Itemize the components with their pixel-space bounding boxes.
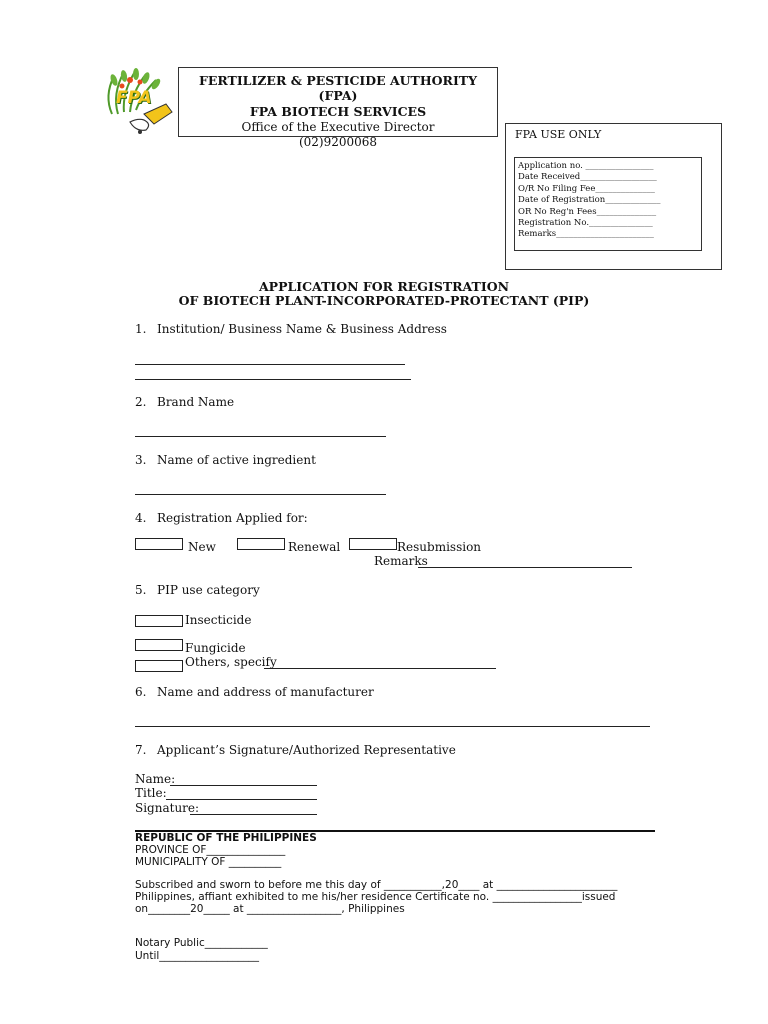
fpa-field-registration-no: Registration No._______________ — [518, 218, 653, 229]
notary-text-line3: on________20_____ at __________________, Philippines — [135, 903, 405, 915]
others-label: Others, specify — [185, 655, 277, 669]
question-2 — [135, 395, 234, 409]
agency-phone: (02)9200068 — [298, 135, 378, 149]
signature-title-field[interactable] — [166, 799, 317, 800]
question-4-label: Registration Applied for: — [157, 511, 308, 525]
fpa-use-only-fields — [514, 157, 702, 251]
question-6-label: Name and address of manufacturer — [157, 685, 374, 699]
signature-name-field[interactable] — [170, 785, 317, 786]
new-checkbox[interactable] — [135, 538, 183, 550]
manufacturer-field[interactable] — [135, 726, 650, 727]
signature-signature-field[interactable] — [190, 814, 317, 815]
question-7 — [135, 743, 456, 757]
renewal-label: Renewal — [288, 540, 341, 554]
question-7-label: Applicant’s Signature/Authorized Representative — [157, 743, 456, 757]
question-2-number: 2. — [135, 395, 147, 409]
others-checkbox[interactable] — [135, 660, 183, 672]
remarks-field[interactable] — [418, 567, 632, 568]
agency-service: FPA BIOTECH SERVICES — [249, 104, 427, 119]
notary-republic: REPUBLIC OF THE PHILIPPINES — [135, 832, 317, 844]
new-label: New — [188, 540, 216, 554]
fungicide-label: Fungicide — [185, 641, 246, 655]
question-4 — [135, 511, 308, 525]
fungicide-checkbox[interactable] — [135, 639, 183, 651]
form-title-line1: APPLICATION FOR REGISTRATION — [258, 279, 510, 294]
business-address-field[interactable] — [135, 379, 411, 380]
fpa-field-filing-fee: O/R No Filing Fee______________ — [518, 183, 655, 194]
business-name-field[interactable] — [135, 364, 405, 365]
question-3 — [135, 453, 316, 467]
fpa-logo — [100, 66, 180, 138]
question-5 — [135, 583, 260, 597]
insecticide-label: Insecticide — [185, 613, 252, 627]
question-7-number: 7. — [135, 743, 147, 757]
question-5-number: 5. — [135, 583, 147, 597]
fpa-field-date-received: Date Received__________________ — [518, 172, 657, 183]
question-3-label: Name of active ingredient — [157, 453, 316, 467]
question-5-label: PIP use category — [157, 583, 260, 597]
notary-text-line1: Subscribed and sworn to before me this day of ___________,20____ at _______________________ — [135, 879, 618, 891]
question-1-number: 1. — [135, 322, 147, 336]
brand-name-field[interactable] — [135, 436, 386, 437]
question-3-number: 3. — [135, 453, 147, 467]
notary-public: Notary Public____________ — [135, 937, 268, 949]
question-4-number: 4. — [135, 511, 147, 525]
resubmission-label: Resubmission — [397, 540, 482, 554]
fpa-field-reg-fees: OR No Reg'n Fees______________ — [518, 206, 657, 217]
active-ingredient-field[interactable] — [135, 494, 386, 495]
fpa-field-application-no: Application no. ________________ — [518, 161, 654, 171]
fpa-use-only-box — [505, 123, 722, 270]
form-title-line2: OF BIOTECH PLANT-INCORPORATED-PROTECTANT (PIP) — [178, 293, 590, 308]
question-6-number: 6. — [135, 685, 147, 699]
notary-text-line2: Philippines, affiant exhibited to me his/her residence Certificate no. _________________issued — [135, 891, 616, 903]
agency-office: Office of the Executive Director — [241, 120, 435, 134]
signature-name-label: Name: — [135, 772, 176, 786]
resubmission-checkbox[interactable] — [349, 538, 397, 550]
fpa-use-only-title: FPA USE ONLY — [515, 128, 602, 141]
insecticide-checkbox[interactable] — [135, 615, 183, 627]
signature-signature-label: Signature: — [135, 801, 200, 815]
question-1-label: Institution/ Business Name & Business Address — [157, 322, 447, 336]
logo-text: FPA — [116, 88, 152, 108]
notary-province: PROVINCE OF_______________ — [135, 844, 286, 856]
fpa-field-remarks: Remarks_______________________ — [518, 229, 654, 240]
notary-municipality: MUNICIPALITY OF __________ — [135, 856, 282, 868]
agency-header — [178, 67, 498, 149]
fpa-field-date-registration: Date of Registration_____________ — [518, 195, 661, 206]
question-1 — [135, 322, 447, 336]
renewal-checkbox[interactable] — [237, 538, 285, 550]
notary-until: Until___________________ — [135, 950, 260, 962]
signature-title-label: Title: — [135, 786, 167, 800]
agency-name: FERTILIZER & PESTICIDE AUTHORITY (FPA) — [198, 73, 478, 103]
remarks-label: Remarks — [374, 554, 428, 568]
question-2-label: Brand Name — [157, 395, 235, 409]
others-specify-field[interactable] — [264, 668, 496, 669]
question-6 — [135, 685, 374, 699]
